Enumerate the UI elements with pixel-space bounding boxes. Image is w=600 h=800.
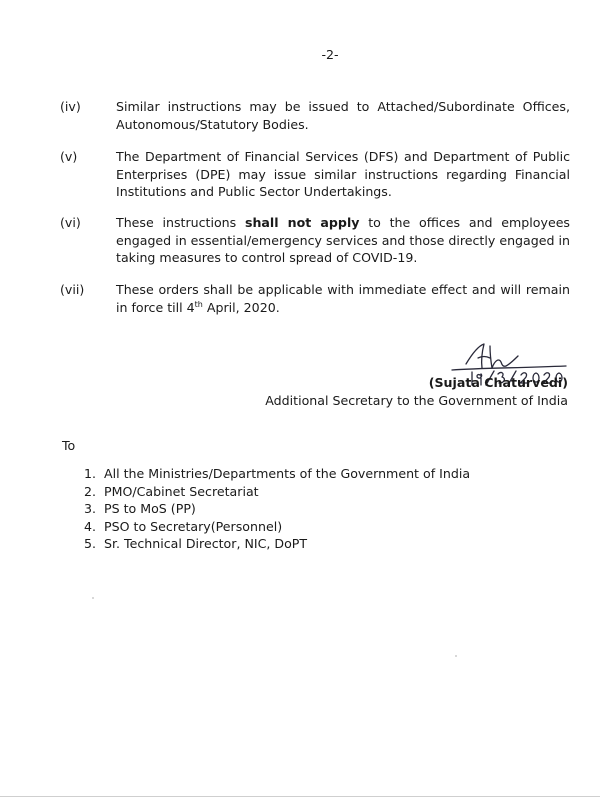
list-number: 3. (84, 501, 97, 517)
list-item (84, 465, 470, 483)
list-text: PSO to Secretary(Personnel) (104, 518, 283, 534)
list-text: Sr. Technical Director, NIC, DoPT (104, 536, 308, 552)
signatory-designation: Additional Secretary to the Government of India (265, 393, 568, 408)
list-text: All the Ministries/Departments of the Government of India (104, 466, 471, 481)
list-item (84, 483, 470, 501)
list-item (84, 535, 470, 553)
addressee-label: To (62, 438, 76, 453)
list-text: PMO/Cabinet Secretariat (104, 483, 259, 499)
scan-speck (92, 597, 94, 599)
page-number: -2- (321, 47, 339, 62)
paragraph-text (116, 281, 570, 316)
text-segment: to the offices and employees engaged in essential/emergency services and those directly engaged in taking measures to control spread of COVID-19. (116, 215, 570, 265)
list-item (84, 500, 470, 518)
scan-speck (455, 655, 457, 657)
paragraph-number: (v) (60, 149, 78, 164)
paragraph-text: The Department of Financial Services (DFS) and Department of Public Enterprises (DPE) may issue similar instructions regarding Financial Institutions and Public Sector Undertakings. (116, 149, 570, 199)
list-number: 1. (84, 466, 97, 481)
addressee-list (84, 465, 470, 553)
paragraph-number: (vii) (60, 282, 85, 297)
list-number: 4. (84, 518, 97, 534)
paragraph-number: (iv) (60, 99, 81, 114)
paragraph-vii (60, 281, 570, 316)
list-number: 5. (84, 536, 97, 552)
ordinal-suffix: th (194, 299, 203, 309)
emphasis-text: shall not apply (244, 215, 360, 230)
list-text: PS to MoS (PP) (104, 501, 196, 517)
paragraph-number: (vi) (60, 215, 81, 230)
page-edge-line (0, 796, 600, 797)
text-segment: These orders shall be applicable with immediate effect and will remain in force till 4 (116, 282, 570, 315)
paragraph-iv (60, 98, 570, 133)
list-number: 2. (84, 483, 97, 499)
paragraph-vi (60, 214, 570, 267)
paragraph-v (60, 148, 570, 201)
text-segment: April, 2020. (202, 299, 280, 315)
list-item (84, 518, 470, 536)
paragraph-text (116, 214, 570, 267)
paragraph-text: Similar instructions may be issued to Attached/Subordinate Offices, Autonomous/Statutory Bodies. (116, 99, 570, 132)
signatory-name: (Sujata Chaturvedi) (428, 375, 568, 390)
text-segment: These instructions (116, 215, 245, 230)
